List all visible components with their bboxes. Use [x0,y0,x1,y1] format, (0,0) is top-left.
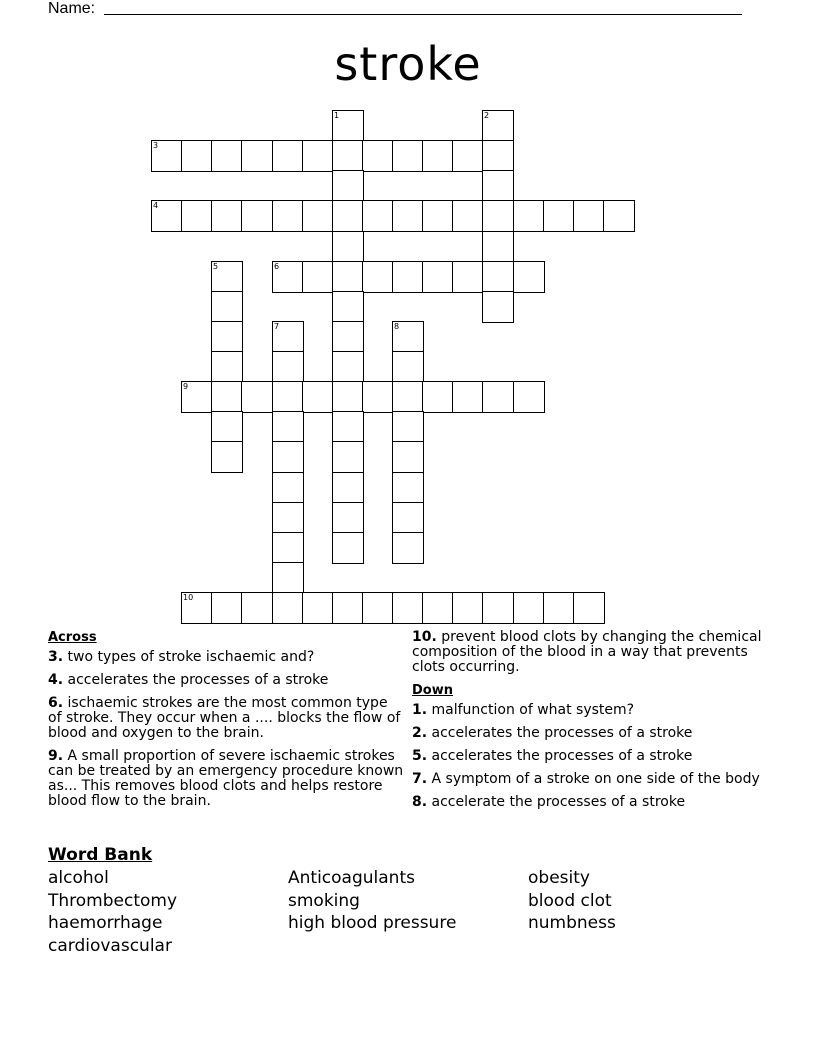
word-bank-item: Anticoagulants [288,868,415,888]
grid-cell[interactable] [392,411,424,443]
grid-cell[interactable] [513,261,545,293]
clue-number: 3. [48,649,64,665]
clue-text: accelerates the processes of a stroke [431,748,693,764]
grid-cell[interactable] [332,441,364,473]
grid-cell[interactable] [422,140,454,172]
clue-number: 1. [412,702,428,718]
clue-across-6 [48,696,404,741]
clue-number-label: 1 [334,111,340,120]
grid-cell[interactable] [482,140,514,172]
grid-cell[interactable] [362,200,394,232]
clue-across-3 [48,650,404,665]
clue-down-7 [412,772,768,787]
grid-cell[interactable] [211,351,243,383]
grid-cell[interactable] [211,200,243,232]
grid-cell[interactable] [272,381,304,413]
grid-cell[interactable] [392,532,424,564]
word-bank-item: smoking [288,891,360,911]
across-heading: Across [48,630,97,645]
grid-cell[interactable] [181,200,213,232]
word-bank-item: alcohol [48,868,109,888]
grid-cell[interactable] [332,472,364,504]
grid-cell[interactable] [332,351,364,383]
grid-cell[interactable] [332,140,364,172]
clue-number: 2. [412,725,428,741]
grid-cell[interactable] [211,381,243,413]
word-bank-item: Thrombectomy [48,891,178,911]
grid-cell[interactable] [482,291,514,323]
word-bank-item: high blood pressure [288,913,457,933]
clue-number-label: 5 [213,262,219,271]
clues-left-column [48,630,404,817]
grid-cell[interactable] [272,261,304,293]
grid-cell[interactable] [272,562,304,594]
grid-cell[interactable] [362,261,394,293]
grid-cell[interactable] [392,441,424,473]
grid-cell[interactable] [573,592,605,624]
grid-cell[interactable] [482,231,514,263]
grid-cell[interactable] [392,200,424,232]
clue-across-10 [412,630,768,675]
clue-text: accelerates the processes of a stroke [431,725,693,741]
grid-cell[interactable] [211,411,243,443]
clue-number: 5. [412,748,428,764]
clue-text: A symptom of a stroke on one side of the body [431,771,760,787]
clue-number: 9. [48,748,64,764]
grid-cell[interactable] [332,291,364,323]
grid-cell[interactable] [302,381,334,413]
word-bank-item: haemorrhage [48,913,163,933]
grid-cell[interactable] [422,261,454,293]
grid-cell[interactable] [513,592,545,624]
grid-cell[interactable] [603,200,635,232]
grid-cell[interactable] [332,532,364,564]
word-bank-item: blood clot [528,891,612,911]
grid-cell[interactable] [181,592,213,624]
grid-cell[interactable] [332,381,364,413]
grid-cell[interactable] [181,381,213,413]
page-title: stroke [334,37,482,91]
grid-cell[interactable] [241,140,273,172]
grid-cell[interactable] [482,381,514,413]
grid-cell[interactable] [302,140,334,172]
grid-cell[interactable] [272,200,304,232]
grid-cell[interactable] [211,140,243,172]
clue-number-label: 6 [274,262,280,271]
clue-number-label: 8 [394,322,400,331]
grid-cell[interactable] [392,381,424,413]
grid-cell[interactable] [332,502,364,534]
grid-cell[interactable] [482,261,514,293]
grid-cell[interactable] [573,200,605,232]
clue-text: two types of stroke ischaemic and? [67,649,315,665]
grid-cell[interactable] [392,502,424,534]
grid-cell[interactable] [151,200,183,232]
grid-cell[interactable] [151,140,183,172]
grid-cell[interactable] [392,261,424,293]
grid-cell[interactable] [392,140,424,172]
grid-cell[interactable] [211,441,243,473]
grid-cell[interactable] [272,140,304,172]
word-bank-item: cardiovascular [48,936,172,956]
grid-cell[interactable] [452,261,484,293]
grid-cell[interactable] [452,140,484,172]
grid-cell[interactable] [332,411,364,443]
clue-text: ischaemic strokes are the most common type of stroke. They occur when a .... blocks the flow of blood and oxygen to the brain. [48,695,401,741]
clue-number-label: 9 [183,382,189,391]
clue-across-9 [48,749,404,809]
clue-text: prevent blood clots by changing the chemical composition of the blood in a way that prevents clots occurring. [412,629,762,675]
grid-cell[interactable] [272,502,304,534]
clue-down-1 [412,703,768,718]
grid-cell[interactable] [452,381,484,413]
clue-number: 4. [48,672,64,688]
clue-down-5 [412,749,768,764]
grid-cell[interactable] [513,200,545,232]
grid-cell[interactable] [332,261,364,293]
clue-down-8 [412,795,768,810]
grid-cell[interactable] [211,291,243,323]
grid-cell[interactable] [302,200,334,232]
grid-cell[interactable] [332,321,364,353]
grid-cell[interactable] [241,592,273,624]
grid-cell[interactable] [422,592,454,624]
clue-text: accelerates the processes of a stroke [67,672,329,688]
grid-cell[interactable] [332,592,364,624]
grid-cell[interactable] [211,261,243,293]
grid-cell[interactable] [241,381,273,413]
clue-text: malfunction of what system? [431,702,635,718]
down-heading: Down [412,683,453,698]
grid-cell[interactable] [272,441,304,473]
clue-down-2 [412,726,768,741]
clue-number-label: 10 [183,593,194,602]
grid-cell[interactable] [362,140,394,172]
grid-cell[interactable] [272,472,304,504]
grid-cell[interactable] [452,200,484,232]
grid-cell[interactable] [422,381,454,413]
grid-cell[interactable] [452,592,484,624]
clue-number-label: 3 [153,141,159,150]
grid-cell[interactable] [362,381,394,413]
grid-cell[interactable] [422,200,454,232]
grid-cell[interactable] [482,592,514,624]
grid-cell[interactable] [181,140,213,172]
grid-cell[interactable] [392,321,424,353]
grid-cell[interactable] [392,592,424,624]
clue-across-4 [48,673,404,688]
grid-cell[interactable] [302,592,334,624]
grid-cell[interactable] [302,261,334,293]
grid-cell[interactable] [332,110,364,142]
grid-cell[interactable] [332,200,364,232]
grid-cell[interactable] [272,321,304,353]
grid-cell[interactable] [272,411,304,443]
clue-number-label: 2 [484,111,490,120]
clue-number-label: 4 [153,201,159,210]
grid-cell[interactable] [272,592,304,624]
grid-cell[interactable] [482,170,514,202]
clue-number-label: 7 [274,322,280,331]
word-bank-item: obesity [528,868,590,888]
clue-number: 7. [412,771,428,787]
clue-number: 8. [412,794,428,810]
grid-cell[interactable] [392,351,424,383]
clues-right-column [412,630,768,818]
clue-number: 6. [48,695,64,711]
grid-cell[interactable] [211,592,243,624]
clue-number: 10. [412,629,437,645]
clue-text: A small proportion of severe ischaemic strokes can be treated by an emergency procedure known as... This removes blood clots and helps restore blood flow to the brain. [48,748,404,809]
grid-cell[interactable] [543,200,575,232]
word-bank-item: numbness [528,913,616,933]
grid-cell[interactable] [362,592,394,624]
grid-cell[interactable] [482,110,514,142]
grid-cell[interactable] [513,381,545,413]
grid-cell[interactable] [241,200,273,232]
word-bank-title: Word Bank [48,845,153,865]
name-label: Name: [48,0,96,17]
grid-cell[interactable] [543,592,575,624]
grid-cell[interactable] [482,200,514,232]
grid-cell[interactable] [272,532,304,564]
grid-cell[interactable] [272,351,304,383]
grid-cell[interactable] [211,321,243,353]
clue-text: accelerate the processes of a stroke [431,794,686,810]
grid-cell[interactable] [332,170,364,202]
grid-cell[interactable] [392,472,424,504]
grid-cell[interactable] [332,231,364,263]
